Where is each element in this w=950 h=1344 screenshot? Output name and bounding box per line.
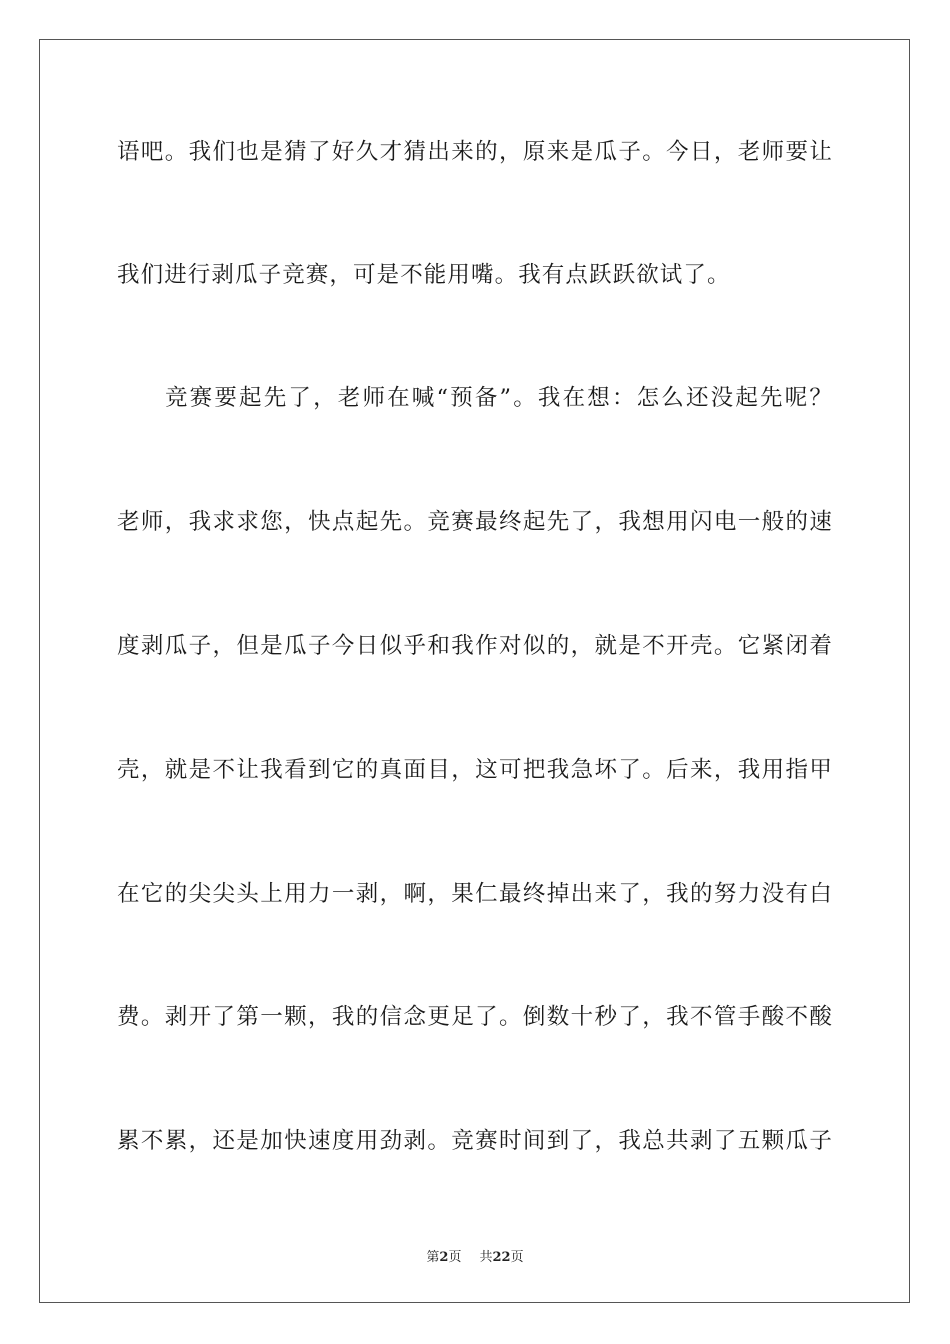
text-line-6: 壳，就是不让我看到它的真面目，这可把我急坏了。后来，我用指甲: [117, 757, 833, 783]
total-pages: 22: [492, 1250, 511, 1265]
text-line-7: 在它的尖尖头上用力一剥，啊，果仁最终掉出来了，我的努力没有白: [117, 881, 833, 907]
page-prefix: 第: [426, 1250, 440, 1265]
total-prefix: 共: [479, 1250, 493, 1265]
page-suffix: 页: [448, 1250, 462, 1265]
page-footer: [0, 1248, 950, 1268]
total-suffix: 页: [510, 1250, 524, 1265]
text-line-8: 费。剥开了第一颗，我的信念更足了。倒数十秒了，我不管手酸不酸: [117, 1004, 833, 1030]
text-line-4: 老师，我求求您，快点起先。竞赛最终起先了，我想用闪电一般的速: [117, 509, 833, 535]
page-number: 2: [439, 1250, 449, 1265]
text-line-5: 度剥瓜子，但是瓜子今日似乎和我作对似的，就是不开壳。它紧闭着: [117, 633, 833, 659]
page-border: [39, 39, 910, 1303]
text-line-1: 语吧。我们也是猜了好久才猜出来的，原来是瓜子。今日，老师要让: [117, 139, 833, 165]
text-line-3: 竞赛要起先了，老师在喊“预备”。我在想：怎么还没起先呢？: [165, 385, 833, 411]
text-line-9: 累不累，还是加快速度用劲剥。竞赛时间到了，我总共剥了五颗瓜子: [117, 1128, 833, 1154]
text-line-2: 我们进行剥瓜子竞赛，可是不能用嘴。我有点跃跃欲试了。: [117, 262, 731, 288]
